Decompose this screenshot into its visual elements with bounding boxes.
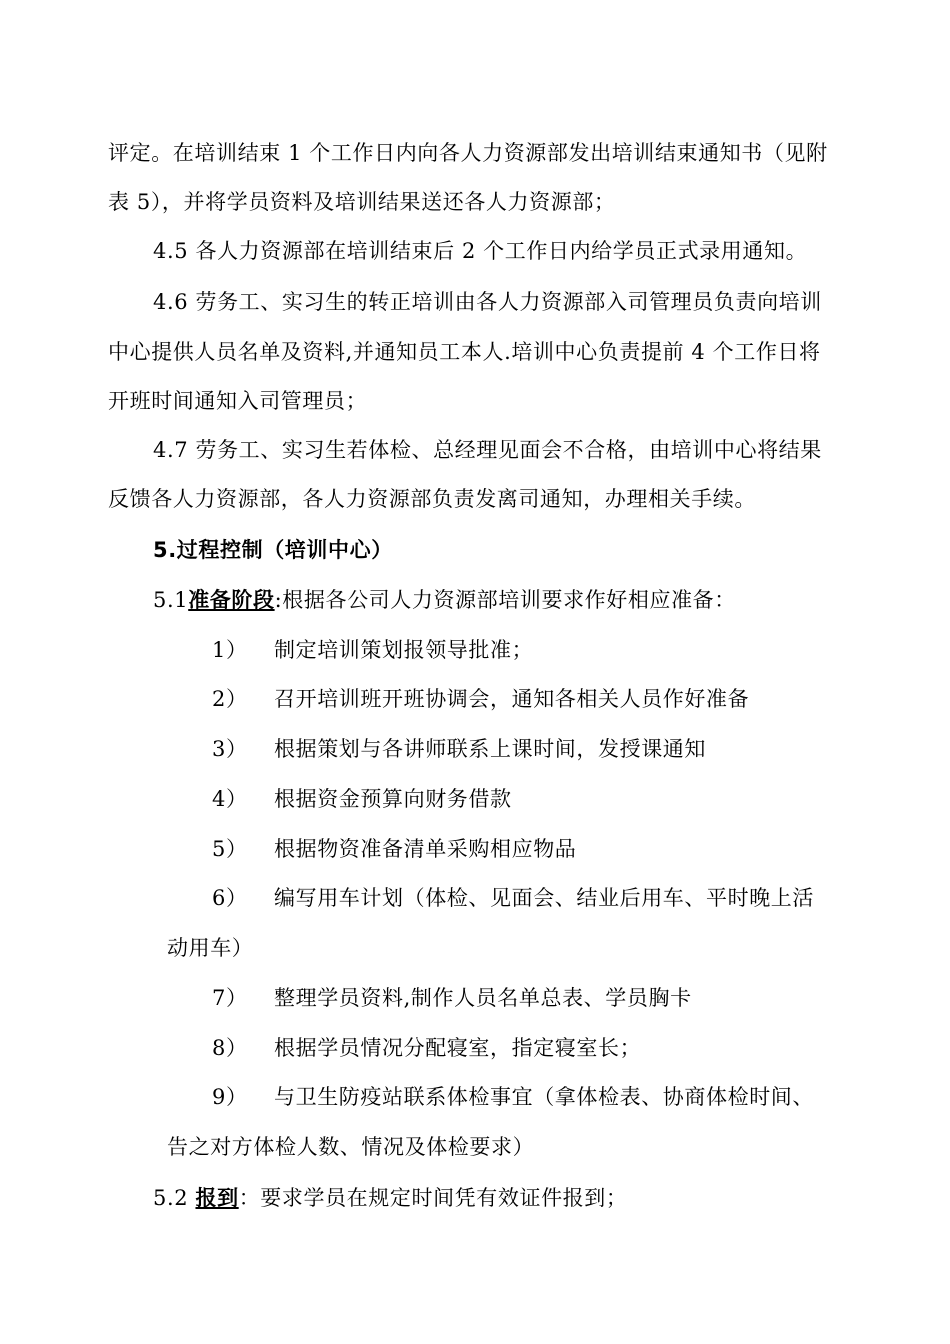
list-item-text: 根据物资准备清单采购相应物品 [274, 837, 577, 861]
list-item [212, 1084, 814, 1110]
section-5-2-text: ：要求学员在规定时间凭有效证件报到； [238, 1186, 628, 1210]
section-5-2-label: 报到 [195, 1186, 239, 1210]
list-item [212, 836, 576, 862]
para-4-7-line2: 反馈各人力资源部，各人力资源部负责发离司通知，办理相关手续。 [108, 487, 756, 511]
list-item-number: 5） [212, 837, 248, 861]
list-item-number: 6） [212, 886, 248, 910]
list-item-text: 与卫生防疫站联系体检事宜（拿体检表、协商体检时间、 [274, 1085, 814, 1109]
para1-line1: 评定。在培训结束 1 个工作日内向各人力资源部发出培训结束通知书（见附 [108, 141, 828, 165]
list-item-text: 根据资金预算向财务借款 [274, 787, 512, 811]
list-item-continuation: 动用车） [167, 936, 254, 960]
list-item-number: 9） [212, 1085, 248, 1109]
section-5-1-text: :根据各公司人力资源部培训要求作好相应准备： [274, 588, 736, 612]
list-item-number: 8） [212, 1036, 248, 1060]
section-5-1-label: 准备阶段 [188, 588, 275, 612]
list-item-number: 1） [212, 638, 248, 662]
list-item-text: 整理学员资料,制作人员名单总表、学员胸卡 [274, 986, 692, 1010]
list-item [212, 736, 706, 762]
section-5-1-number: 5.1 [153, 588, 189, 612]
list-item-text: 根据学员情况分配寝室，指定寝室长； [274, 1036, 642, 1060]
para-4-6-line1: 4.6 劳务工、实习生的转正培训由各人力资源部入司管理员负责向培训 [153, 290, 822, 314]
section-5-1 [153, 587, 736, 613]
para1-line2: 表 5），并将学员资料及培训结果送还各人力资源部； [108, 190, 616, 214]
list-item-continuation: 告之对方体检人数、情况及体检要求） [167, 1135, 535, 1159]
section-5-2 [153, 1185, 628, 1211]
list-item-number: 7） [212, 986, 248, 1010]
para-4-7-line1: 4.7 劳务工、实习生若体检、总经理见面会不合格，由培训中心将结果 [153, 438, 822, 462]
section-5-2-number: 5.2 [153, 1186, 189, 1210]
list-item-text: 制定培训策划报领导批准； [274, 638, 534, 662]
list-item-number: 4） [212, 787, 248, 811]
para-4-5: 4.5 各人力资源部在培训结束后 2 个工作日内给学员正式录用通知。 [153, 239, 808, 263]
list-item [212, 985, 692, 1011]
list-item [212, 637, 533, 663]
list-item [212, 885, 814, 911]
list-item-text: 召开培训班开班协调会，通知各相关人员作好准备 [274, 687, 750, 711]
para-4-6-line3: 开班时间通知入司管理员； [108, 389, 368, 413]
list-item-number: 2） [212, 687, 248, 711]
para-4-6-line2: 中心提供人员名单及资料,并通知员工本人.培训中心负责提前 4 个工作日将 [108, 340, 821, 364]
list-item-number: 3） [212, 737, 248, 761]
list-item-text: 根据策划与各讲师联系上课时间，发授课通知 [274, 737, 706, 761]
list-item [212, 686, 749, 712]
list-item [212, 1035, 641, 1061]
list-item-text: 编写用车计划（体检、见面会、结业后用车、平时晚上活 [274, 886, 814, 910]
section-5-heading: 5.过程控制（培训中心） [153, 538, 393, 562]
list-item [212, 786, 512, 812]
